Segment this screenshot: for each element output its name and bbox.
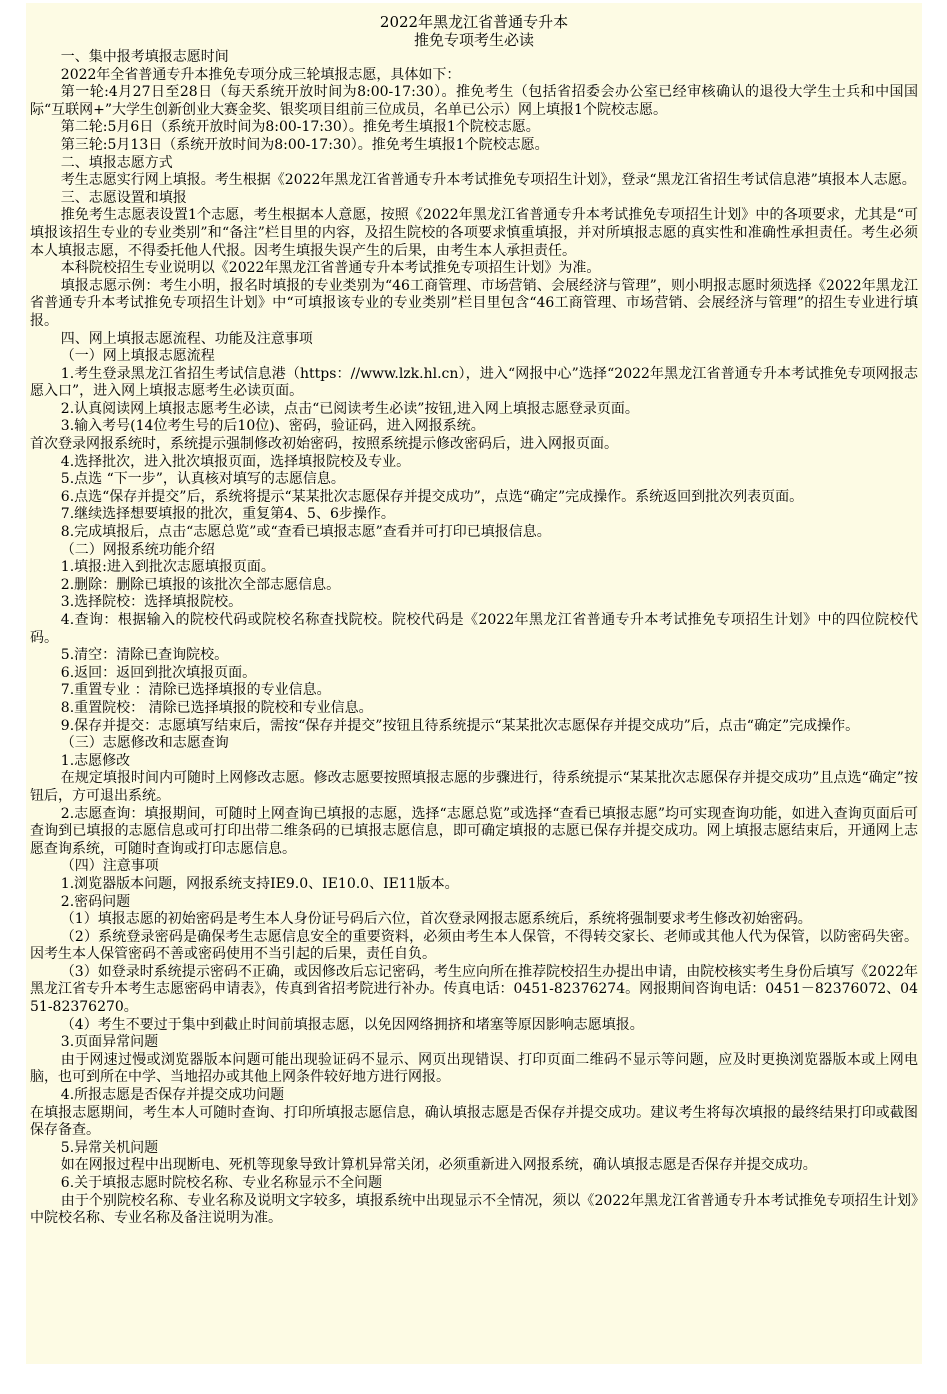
paragraph: 2.志愿查询：填报期间，可随时上网查询已填报的志愿，选择“志愿总览”或选择“查看已填报志愿”均可实现查询功能，如进入查询页面后可查询到已填报的志愿信息或可打印出带二维条码的已填报志愿信息，即可确定填报的志愿已保存并提交成功。网上填报志愿结束后，开通网上志愿查询系统，可随时查询或打印志愿信息。 [30, 805, 918, 857]
paragraph: 第一轮:4月27日至28日（每天系统开放时间为8:00-17:30）。推免考生（包括省招委会办公室已经审核确认的退役大学生士兵和中国国际“互联网+”大学生创新创业大赛金奖、银奖项目组前三位成员，名单已公示）网上填报1个院校志愿。 [30, 84, 918, 118]
paragraph: 7.重置专业 ：清除已选择填报的专业信息。 [60, 682, 331, 699]
paragraph: 一、集中报考填报志愿时间 [60, 49, 229, 65]
paragraph: 3.选择院校：选择填报院校。 [60, 594, 243, 611]
paragraph: 6.返回：返回到批次填报页面。 [60, 664, 257, 681]
paragraph: 在填报志愿期间，考生本人可随时查询、打印所填报志愿信息，确认填报志愿是否保存并提交成功。建议考生将每次填报的最终结果打印或截图保存备查。 [30, 1104, 918, 1139]
paragraph: 7.继续选择想要填报的批次，重复第4、5、6步操作。 [60, 506, 395, 523]
paragraph: 8.完成填报后，点击“志愿总览”或“查看已填报志愿”查看并可打印已填报信息。 [60, 524, 551, 541]
paragraph: 6.点选“保存并提交”后，系统将提示“某某批次志愿保存并提交成功”，点选“确定”完成操作。系统返回到批次列表页面。 [60, 488, 804, 505]
paragraph: 5.异常关机问题 [60, 1139, 159, 1156]
paragraph: 二、填报志愿方式 [60, 154, 173, 171]
paragraph: 5.清空：清除已查询院校。 [60, 647, 229, 664]
paragraph: 考生志愿实行网上填报。考生根据《2022年黑龙江省普通专升本考试推免专项招生计划》，登录“黑龙江省招生考试信息港”填报本人志愿。 [60, 172, 916, 189]
paragraph: 2.认真阅读网上填报志愿考生必读，点击“已阅读考生必读”按钮,进入网上填报志愿登录页面。 [60, 400, 639, 417]
paragraph: 1.浏览器版本问题，网报系统支持IE9.0、IE10.0、IE11版本。 [60, 875, 459, 892]
paragraph: 5.点选 “下一步”，认真核对填写的志愿信息。 [60, 471, 345, 488]
document-title-line-1: 2022年黑龙江省普通专升本 [379, 13, 569, 31]
paragraph: 4.选择批次，进入批次填报页面，选择填报院校及专业。 [60, 453, 411, 470]
paragraph: 2022年全省普通专升本推免专项分成三轮填报志愿，具体如下： [60, 66, 461, 83]
paragraph: 四、网上填报志愿流程、功能及注意事项 [60, 330, 313, 347]
paragraph: （2）系统登录密码是确保考生志愿信息安全的重要资料，必须由考生本人保管，不得转交家长、老师或其他人代为保管，以防密码失密。因考生本人保管密码不善或密码使用不当引起的后果，责任自负。 [30, 928, 918, 963]
document-title-line-2: 推免专项考生必读 [413, 31, 534, 49]
paragraph: （4）考生不要过于集中到截止时间前填报志愿，以免因网络拥挤和堵塞等原因影响志愿填报。 [60, 1016, 644, 1033]
paragraph: （四）注意事项 [60, 858, 159, 875]
paragraph: 3.输入考号(14位考生号的后10位)、密码，验证码，进入网报系统。 [60, 418, 485, 435]
paragraph: 本科院校招生专业说明以《2022年黑龙江省普通专升本考试推免专项招生计划》为准。 [60, 260, 601, 277]
paragraph: 第二轮:5月6日（系统开放时间为8:00-17:30）。推免考生填报1个院校志愿。 [60, 119, 540, 136]
paragraph: （1）填报志愿的初始密码是考生本人身份证号码后六位，首次登录网报志愿系统后，系统将强制要求考生修改初始密码。 [60, 911, 812, 928]
paragraph: 由于个别院校名称、专业名称及说明文字较多，填报系统中出现显示不全情况，须以《2022年黑龙江省普通专升本考试推免专项招生计划》中院校名称、专业名称及备注说明为准。 [30, 1192, 918, 1227]
paragraph: （三）志愿修改和志愿查询 [60, 735, 229, 752]
paragraph: 1.填报:进入到批次志愿填报页面。 [60, 559, 275, 576]
paragraph: 三、志愿设置和填报 [60, 189, 187, 206]
paragraph: 4.查询：根据输入的院校代码或院校名称查找院校。院校代码是《2022年黑龙江省普通专升本考试推免专项招生计划》中的四位院校代码。 [30, 612, 918, 646]
paragraph: 首次登录网报系统时，系统提示强制修改初始密码，按照系统提示修改密码后，进入网报页面。 [30, 436, 618, 453]
paragraph: （一）网上填报志愿流程 [60, 348, 215, 365]
paragraph: 4.所报志愿是否保存并提交成功问题 [60, 1087, 285, 1104]
paragraph: 3.页面异常问题 [60, 1034, 159, 1051]
paragraph: 9.保存并提交：志愿填写结束后，需按“保存并提交”按钮且待系统提示“某某批次志愿保存并提交成功”后，点击“确定”完成操作。 [60, 717, 860, 734]
paragraph: 如在网报过程中出现断电、死机等现象导致计算机异常关闭，必须重新进入网报系统，确认填报志愿是否保存并提交成功。 [60, 1157, 817, 1174]
paragraph: 在规定填报时间内可随时上网修改志愿。修改志愿要按照填报志愿的步骤进行，待系统提示“某某批次志愿保存并提交成功”且点选“确定”按钮后，方可退出系统。 [30, 770, 918, 804]
document-body [30, 49, 918, 1228]
paragraph: 1.志愿修改 [60, 752, 131, 769]
document-page [26, 3, 922, 1364]
paragraph: 推免考生志愿表设置1个志愿，考生根据本人意愿，按照《2022年黑龙江省普通专升本考试推免专项招生计划》中的各项要求，尤其是“可填报该招生专业的专业类别”和“备注”栏目里的内容，及招生院校的各项要求慎重填报，并对所填报志愿的真实性和准确性承担责任。考生必须本人填报志愿，不得委托他人代报。因考生填报失误产生的后果，由考生本人承担责任。 [30, 207, 918, 259]
paragraph: 2.密码问题 [60, 893, 131, 910]
paragraph: 由于网速过慢或浏览器版本问题可能出现验证码不显示、网页出现错误、打印页面二维码不显示等问题，应及时更换浏览器版本或上网电脑，也可到所在中学、当地招办或其他上网条件较好地方进行网报。 [30, 1051, 918, 1086]
paragraph: 2.删除：删除已填报的该批次全部志愿信息。 [60, 576, 341, 593]
paragraph: 8.重置院校： 清除已选择填报的院校和专业信息。 [60, 699, 373, 716]
paragraph: （二）网报系统功能介绍 [60, 541, 215, 558]
paragraph: 6.关于填报志愿时院校名称、专业名称显示不全问题 [60, 1175, 383, 1191]
paragraph: 第三轮:5月13日（系统开放时间为8:00-17:30）。推免考生填报1个院校志愿。 [60, 136, 549, 153]
paragraph: （3）如登录时系统提示密码不正确，或因修改后忘记密码，考生应向所在推荐院校招生办提出申请，由院校核实考生身份后填写《2022年黑龙江省专升本考生志愿密码申请表》，传真到省招考院进行补办。传真电话：0451-82376274。网报期间咨询电话：0451－82376072、0451-82376270。 [30, 963, 918, 1016]
paragraph: 1.考生登录黑龙江省招生考试信息港（https：//www.lzk.hl.cn），进入“网报中心”选择“2022年黑龙江省普通专升本考试推免专项网报志愿入口”，进入网上填报志愿考生必读页面。 [30, 365, 918, 400]
paragraph: 填报志愿示例：考生小明，报名时填报的专业类别为“46工商管理、市场营销、会展经济与管理”，则小明报志愿时须选择《2022年黑龙江省普通专升本考试推免专项招生计划》中“可填报该专业的专业类别”栏目里包含“46工商管理、市场营销、会展经济与管理”的招生专业进行填报。 [30, 277, 918, 329]
